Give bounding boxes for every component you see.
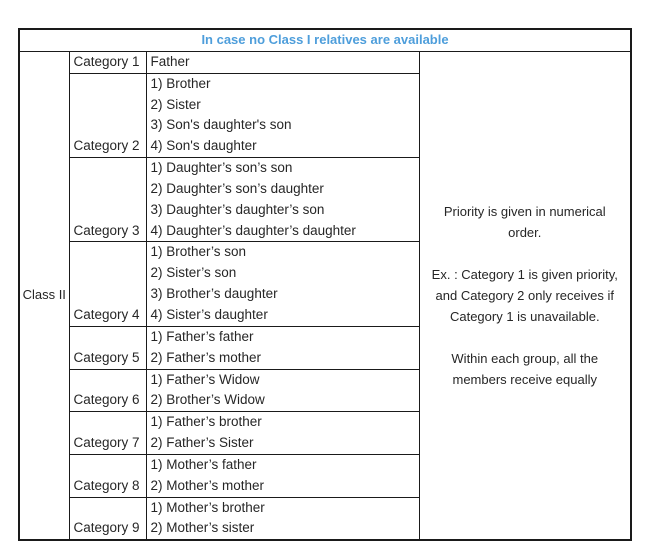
relative-item: Father [146, 51, 419, 73]
category-8-label: Category 8 [69, 454, 146, 497]
relative-item: 2) Mother’s mother [146, 476, 419, 497]
relative-item: 4) Daughter’s daughter’s daughter [146, 221, 419, 242]
category-4-label: Category 4 [69, 242, 146, 326]
category-9-label: Category 9 [69, 497, 146, 540]
relative-item: 2) Mother’s sister [146, 518, 419, 540]
relative-item: 1) Father’s brother [146, 412, 419, 433]
relative-item: 1) Father’s Widow [146, 369, 419, 390]
relative-item: 2) Daughter’s son’s daughter [146, 179, 419, 200]
relative-item: 2) Father’s Sister [146, 433, 419, 454]
relative-item: 4) Son's daughter [146, 136, 419, 157]
note-example: Ex. : Category 1 is given priority, and Category 2 only receives if Category 1 is unavailable. [431, 267, 618, 325]
category-7-label: Category 7 [69, 412, 146, 455]
note-priority-order: Priority is given in numerical order. [443, 204, 606, 241]
category-1-label: Category 1 [69, 51, 146, 73]
relative-item: 4) Sister’s daughter [146, 305, 419, 326]
class-ii-relatives-table [18, 28, 632, 541]
category-2-label: Category 2 [69, 73, 146, 157]
relative-item: 1) Mother’s father [146, 454, 419, 475]
table-title: In case no Class I relatives are available [19, 29, 631, 51]
relative-item: 2) Sister’s son [146, 263, 419, 284]
notes-cell [419, 51, 631, 540]
relative-item: 3) Son's daughter's son [146, 115, 419, 136]
relative-item: 1) Brother’s son [146, 242, 419, 263]
relative-item: 2) Brother’s Widow [146, 390, 419, 411]
relative-item: 2) Sister [146, 95, 419, 116]
relative-item: 1) Mother’s brother [146, 497, 419, 518]
class-ii-label: Class II [19, 51, 69, 540]
relative-item: 3) Daughter’s daughter’s son [146, 200, 419, 221]
relative-item: 2) Father’s mother [146, 348, 419, 369]
table-header-row [19, 29, 631, 51]
category-3-label: Category 3 [69, 158, 146, 242]
relative-item: 1) Father’s father [146, 326, 419, 347]
relative-item: 1) Daughter’s son’s son [146, 158, 419, 179]
table-row [19, 51, 631, 73]
relative-item: 3) Brother’s daughter [146, 284, 419, 305]
category-6-label: Category 6 [69, 369, 146, 412]
note-equal-distribution: Within each group, all the members receive equally [451, 351, 599, 388]
relative-item: 1) Brother [146, 73, 419, 94]
category-5-label: Category 5 [69, 326, 146, 369]
